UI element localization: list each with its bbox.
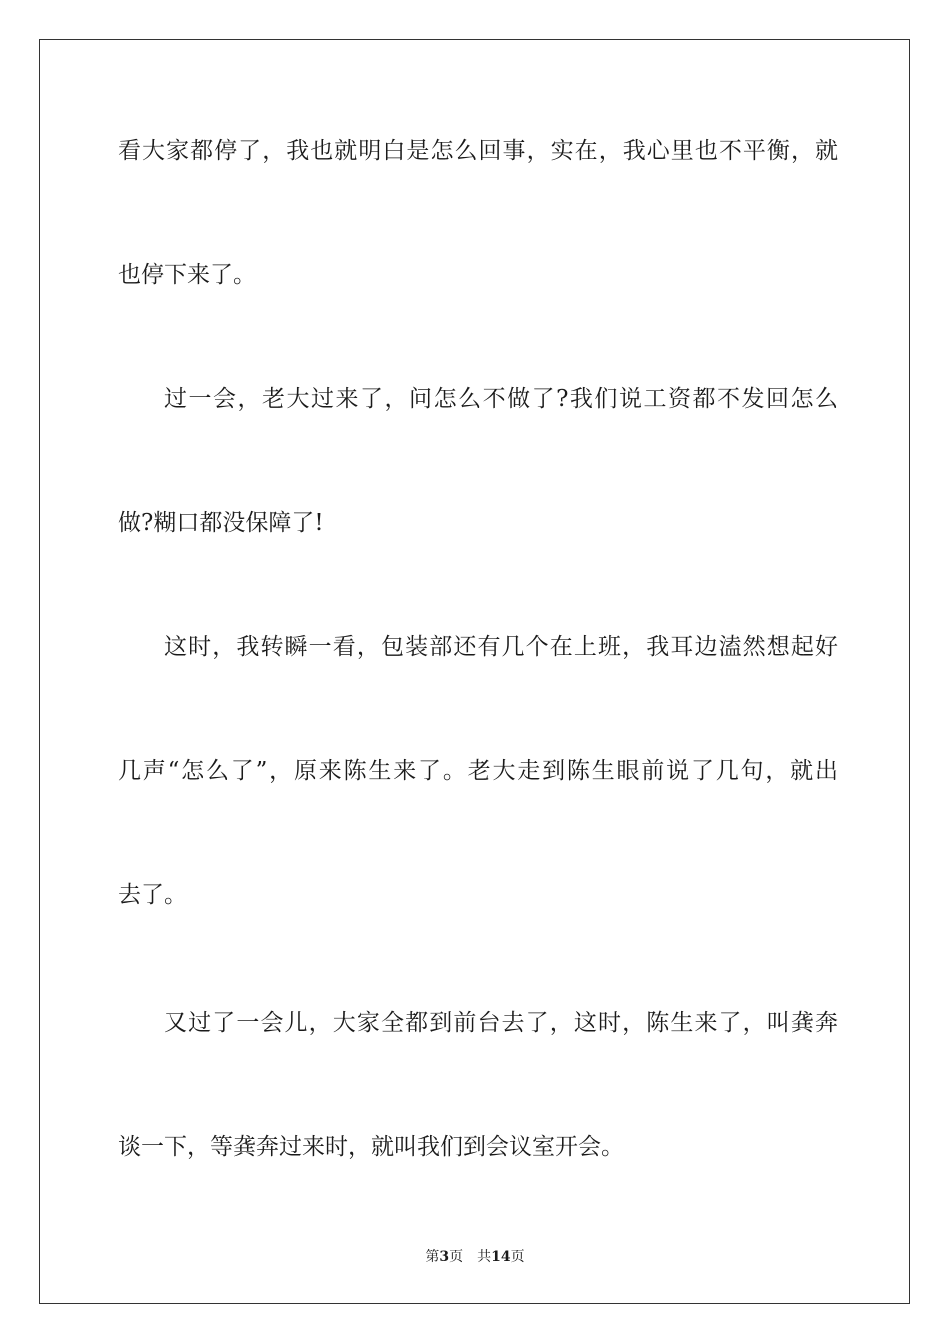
page-number: 3 bbox=[439, 1249, 450, 1265]
paragraph-3-line-3: 去了。 bbox=[118, 882, 187, 908]
page-footer bbox=[0, 1247, 950, 1267]
paragraph-4-line-2: 谈一下，等龚奔过来时，就叫我们到会议室开会。 bbox=[118, 1134, 624, 1160]
total-label-prefix: 共 bbox=[477, 1249, 492, 1265]
page-label-suffix: 页 bbox=[449, 1249, 464, 1265]
paragraph-2-line-1: 过一会，老大过来了，问怎么不做了?我们说工资都不发回怎么 bbox=[164, 386, 838, 412]
paragraph-1-line-2: 也停下来了。 bbox=[118, 262, 256, 288]
paragraph-4-line-1: 又过了一会儿，大家全都到前台去了，这时，陈生来了，叫龚奔 bbox=[164, 1010, 838, 1036]
paragraph-1-line-1: 看大家都停了，我也就明白是怎么回事，实在，我心里也不平衡，就 bbox=[118, 138, 838, 164]
page-label-prefix: 第 bbox=[425, 1249, 440, 1265]
paragraph-2-line-2: 做?糊口都没保障了! bbox=[118, 510, 324, 536]
page-border bbox=[39, 39, 910, 1304]
paragraph-3-line-2: 几声“怎么了”，原来陈生来了。老大走到陈生眼前说了几句，就出 bbox=[118, 758, 838, 784]
paragraph-3-line-1: 这时，我转瞬一看，包装部还有几个在上班，我耳边溘然想起好 bbox=[164, 634, 838, 660]
total-label-suffix: 页 bbox=[510, 1249, 525, 1265]
total-pages: 14 bbox=[491, 1249, 511, 1265]
